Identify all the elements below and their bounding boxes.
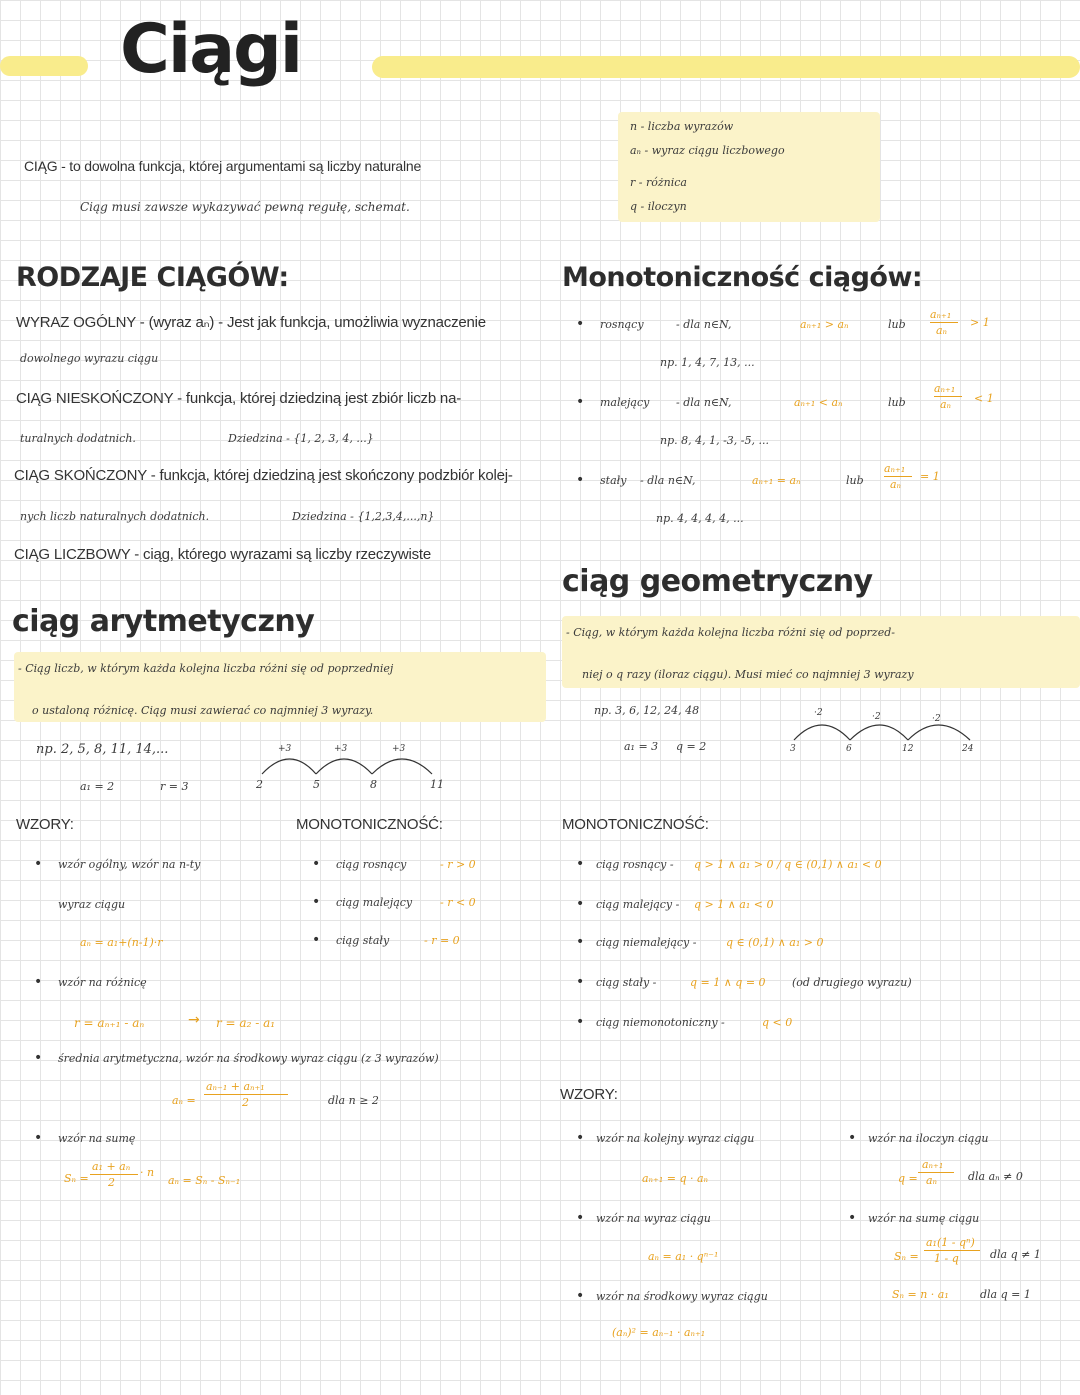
mono-inc-frac-den: aₙ (936, 324, 948, 337)
mono-dec-ineq: aₙ₊₁ < aₙ (794, 396, 843, 409)
arith-f4-num: a₁ + aₙ (92, 1160, 131, 1173)
mono-inc-cond: - dla n∈N, (676, 318, 732, 331)
mono-dec-frac-rel: < 1 (974, 392, 994, 405)
bullet-const: • (576, 472, 585, 488)
mono-const-ex: np. 4, 4, 4, 4, ... (656, 512, 744, 525)
mono-dec-ex: np. 8, 4, 1, -3, -5, ... (660, 434, 770, 447)
geo-m4-cond: q = 1 ∧ q = 0 (690, 976, 766, 989)
geo-f5-label: wzór na sumę ciągu (868, 1212, 980, 1225)
arith-m1-cond: - r > 0 (440, 858, 476, 871)
arith-f2b: r = a₂ - a₁ (216, 1016, 276, 1030)
geo-m5-label: ciąg niemonotoniczny - (596, 1016, 725, 1029)
arith-node-4: 11 (430, 778, 444, 791)
bullet-gf3: • (576, 1288, 585, 1304)
arith-f3-num: aₙ₋₁ + aₙ₊₁ (206, 1080, 265, 1093)
geo-f4-cond: dla aₙ ≠ 0 (968, 1170, 1023, 1183)
bullet-gm5: • (576, 1014, 585, 1030)
legend-r: r - różnica (630, 176, 687, 189)
bullet-gm3: • (576, 934, 585, 950)
mono-const-frac-den: aₙ (890, 478, 902, 491)
arith-node-2: 5 (313, 778, 320, 791)
geo-f4-den: aₙ (926, 1174, 938, 1187)
arithmetic-heading: ciąg arytmetyczny (12, 604, 315, 639)
arith-node-3: 8 (370, 778, 377, 791)
bullet-gm2: • (576, 896, 585, 912)
arith-step-2: +3 (334, 744, 348, 754)
mono-const-or: lub (846, 474, 864, 487)
title-bar-right (372, 56, 1080, 78)
mono-inc-ex: np. 1, 4, 7, 13, ... (660, 356, 755, 369)
geo-step-1: ·2 (814, 708, 823, 718)
bullet-af2: • (34, 974, 43, 990)
arith-f3-cond: dla n ≥ 2 (328, 1094, 379, 1107)
mono-const-frac-rel: = 1 (920, 470, 940, 483)
geo-m3-label: ciąg niemalejący - (596, 936, 697, 949)
legend-q: q - iloczyn (630, 200, 687, 213)
geo-m3-cond: q ∈ (0,1) ∧ a₁ > 0 (726, 936, 824, 949)
geo-step-3: ·2 (932, 714, 941, 724)
geo-m4-note: (od drugiego wyrazu) (792, 976, 912, 989)
geometric-example: np. 3, 6, 12, 24, 48 (594, 704, 700, 717)
finite-seq: CIĄG SKOŃCZONY - funkcja, której dziedziną jest skończony podzbiór kolej- (14, 467, 513, 484)
geo-m1-label: ciąg rosnący - (596, 858, 674, 871)
geo-f6: Sₙ = n · a₁ (892, 1288, 949, 1301)
mono-dec-or: lub (888, 396, 906, 409)
geo-f1: aₙ₊₁ = q · aₙ (642, 1172, 708, 1185)
mono-const-frac-bar (884, 476, 912, 477)
geo-f4-bar (918, 1172, 954, 1173)
bullet-dec: • (576, 394, 585, 410)
mono-inc-frac-bar (930, 322, 958, 323)
arithmetic-def-1: - Ciąg liczb, w którym każda kolejna liczba różni się od poprzedniej (18, 662, 394, 675)
bullet-gf4: • (848, 1130, 857, 1146)
mono-const-cond: - dla n∈N, (640, 474, 696, 487)
bullet-gf2: • (576, 1210, 585, 1226)
arithmetic-example: np. 2, 5, 8, 11, 14,... (36, 742, 169, 757)
arith-f3-lhs: aₙ = (172, 1094, 196, 1107)
geo-f5-lhs: Sₙ = (894, 1250, 919, 1263)
geometric-q: q = 2 (676, 740, 707, 753)
bullet-inc: • (576, 316, 585, 332)
legend-an: aₙ - wyraz ciągu liczbowego (630, 144, 785, 157)
geo-node-3: 12 (902, 744, 914, 754)
geo-f1-label: wzór na kolejny wyraz ciągu (596, 1132, 755, 1145)
geo-f5-bar (924, 1250, 980, 1251)
geo-node-4: 24 (962, 744, 974, 754)
bullet-gm1: • (576, 856, 585, 872)
arith-arc-3 (372, 759, 432, 774)
arith-f2-label: wzór na różnicę (58, 976, 147, 989)
mono-inc-frac-rel: > 1 (970, 316, 990, 329)
arith-m2-label: ciąg malejący (336, 896, 413, 909)
arith-m1-label: ciąg rosnący (336, 858, 407, 871)
arithmetic-def-2: o ustaloną różnicę. Ciąg musi zawierać co najmniej 3 wyrazy. (32, 704, 374, 717)
general-term: WYRAZ OGÓLNY - (wyraz aₙ) - Jest jak funkcja, umożliwia wyznaczenie (16, 314, 486, 331)
bullet-am1: • (312, 856, 321, 872)
arith-f1: aₙ = a₁+(n-1)·r (80, 936, 163, 949)
geo-node-1: 3 (790, 744, 796, 754)
bullet-am2: • (312, 894, 321, 910)
mono-dec-frac-bar (934, 396, 962, 397)
bullet-af1: • (34, 856, 43, 872)
finite-seq-2: nych liczb naturalnych dodatnich. (20, 510, 210, 523)
bullet-af3: • (34, 1050, 43, 1066)
arith-m3-cond: - r = 0 (424, 934, 460, 947)
geo-f3-label: wzór na środkowy wyraz ciągu (596, 1290, 768, 1303)
geo-m2-label: ciąg malejący - (596, 898, 680, 911)
geo-arc-3 (908, 725, 970, 740)
geo-f5-den: 1 - q (934, 1252, 959, 1265)
mono-const-frac-num: aₙ₊₁ (884, 462, 906, 475)
mono-inc-ineq: aₙ₊₁ > aₙ (800, 318, 849, 331)
geometric-def-1: - Ciąg, w którym każda kolejna liczba różni się od poprzed- (566, 626, 895, 639)
arith-f1-label-2: wyraz ciągu (58, 898, 126, 911)
finite-domain: Dziedzina - {1,2,3,4,...,n} (292, 510, 435, 523)
arith-f4-label: wzór na sumę (58, 1132, 136, 1145)
bullet-gm4: • (576, 974, 585, 990)
arith-m2-cond: - r < 0 (440, 896, 476, 909)
arith-node-1: 2 (256, 778, 263, 791)
arithmetic-r: r = 3 (160, 780, 189, 793)
arith-m3-label: ciąg stały (336, 934, 390, 947)
geo-formulas-heading: WZORY: (560, 1086, 618, 1103)
infinite-seq: CIĄG NIESKOŃCZONY - funkcja, której dziedziną jest zbiór liczb na- (16, 390, 462, 407)
mono-dec-label: malejący (600, 396, 650, 409)
arith-f4b: aₙ = Sₙ - Sₙ₋₁ (168, 1174, 241, 1187)
page-title: Ciągi (120, 10, 302, 89)
geo-f6-cond: dla q = 1 (980, 1288, 1031, 1301)
arith-step-3: +3 (392, 744, 406, 754)
infinite-seq-2: turalnych dodatnich. (20, 432, 136, 445)
geometric-a1: a₁ = 3 (624, 740, 659, 753)
monotonic-heading: Monotoniczność ciągów: (562, 262, 923, 293)
title-bar-left (0, 56, 88, 76)
arith-arc-1 (262, 759, 316, 774)
arith-formulas-heading: WZORY: (16, 816, 74, 833)
mono-dec-frac-den: aₙ (940, 398, 952, 411)
arith-f2: r = aₙ₊₁ - aₙ (74, 1016, 145, 1030)
geo-f3: (aₙ)² = aₙ₋₁ · aₙ₊₁ (612, 1326, 706, 1339)
arith-f3-label: średnia arytmetyczna, wzór na środkowy wyraz ciągu (z 3 wyrazów) (58, 1052, 439, 1065)
numeric-seq: CIĄG LICZBOWY - ciąg, którego wyrazami są liczby rzeczywiste (14, 546, 431, 563)
mono-dec-frac-num: aₙ₊₁ (934, 382, 956, 395)
geometric-heading: ciąg geometryczny (562, 564, 873, 599)
infinite-domain: Dziedzina - {1, 2, 3, 4, ...} (228, 432, 374, 445)
geometric-def-2: niej o q razy (iloraz ciągu). Musi mieć co najmniej 3 wyrazy (582, 668, 914, 681)
arith-f4-lhs: Sₙ = (64, 1172, 89, 1185)
definition-line-2: Ciąg musi zawsze wykazywać pewną regułę, schemat. (80, 200, 410, 214)
geo-f5-cond: dla q ≠ 1 (990, 1248, 1041, 1261)
bullet-af4: • (34, 1130, 43, 1146)
arith-arc-2 (316, 759, 372, 774)
definition-line-1: CIĄG - to dowolna funkcja, której argumentami są liczby naturalne (24, 158, 422, 174)
arith-mono-heading: MONOTONICZNOŚĆ: (296, 816, 443, 833)
geo-arc-2 (850, 725, 908, 740)
geo-arc-1 (794, 725, 850, 740)
arith-f1-label: wzór ogólny, wzór na n-ty (58, 858, 201, 871)
types-heading: RODZAJE CIĄGÓW: (16, 262, 289, 293)
arith-f2-arrow: → (188, 1012, 200, 1028)
geo-f5-num: a₁(1 - qⁿ) (926, 1236, 975, 1249)
bullet-gf5: • (848, 1210, 857, 1226)
geo-step-2: ·2 (872, 712, 881, 722)
arith-f4-mult: · n (140, 1166, 155, 1179)
bullet-am3: • (312, 932, 321, 948)
geo-f2-label: wzór na wyraz ciągu (596, 1212, 711, 1225)
arith-f3-bar (204, 1094, 288, 1095)
geo-f4-lhs: q = (898, 1172, 918, 1185)
geo-f4-label: wzór na iloczyn ciągu (868, 1132, 989, 1145)
geo-node-2: 6 (846, 744, 852, 754)
mono-inc-label: rosnący (600, 318, 644, 331)
bullet-gf1: • (576, 1130, 585, 1146)
mono-const-label: stały (600, 474, 627, 487)
mono-inc-or: lub (888, 318, 906, 331)
arith-f4-den: 2 (108, 1176, 115, 1189)
arith-f3-den: 2 (242, 1096, 249, 1109)
arith-f4-bar (90, 1174, 138, 1175)
mono-dec-cond: - dla n∈N, (676, 396, 732, 409)
legend-n: n - liczba wyrazów (630, 120, 734, 133)
general-term-2: dowolnego wyrazu ciągu (20, 352, 159, 365)
geo-m2-cond: q > 1 ∧ a₁ < 0 (694, 898, 774, 911)
geo-m5-cond: q < 0 (762, 1016, 793, 1029)
geo-f2: aₙ = a₁ · qⁿ⁻¹ (648, 1250, 719, 1263)
arithmetic-a1: a₁ = 2 (80, 780, 115, 793)
geo-f4-num: aₙ₊₁ (922, 1158, 944, 1171)
geo-mono-heading: MONOTONICZNOŚĆ: (562, 816, 709, 833)
mono-inc-frac-num: aₙ₊₁ (930, 308, 952, 321)
mono-const-ineq: aₙ₊₁ = aₙ (752, 474, 801, 487)
geo-m1-cond: q > 1 ∧ a₁ > 0 / q ∈ (0,1) ∧ a₁ < 0 (694, 858, 882, 871)
geo-m4-label: ciąg stały - (596, 976, 657, 989)
arith-step-1: +3 (278, 744, 292, 754)
